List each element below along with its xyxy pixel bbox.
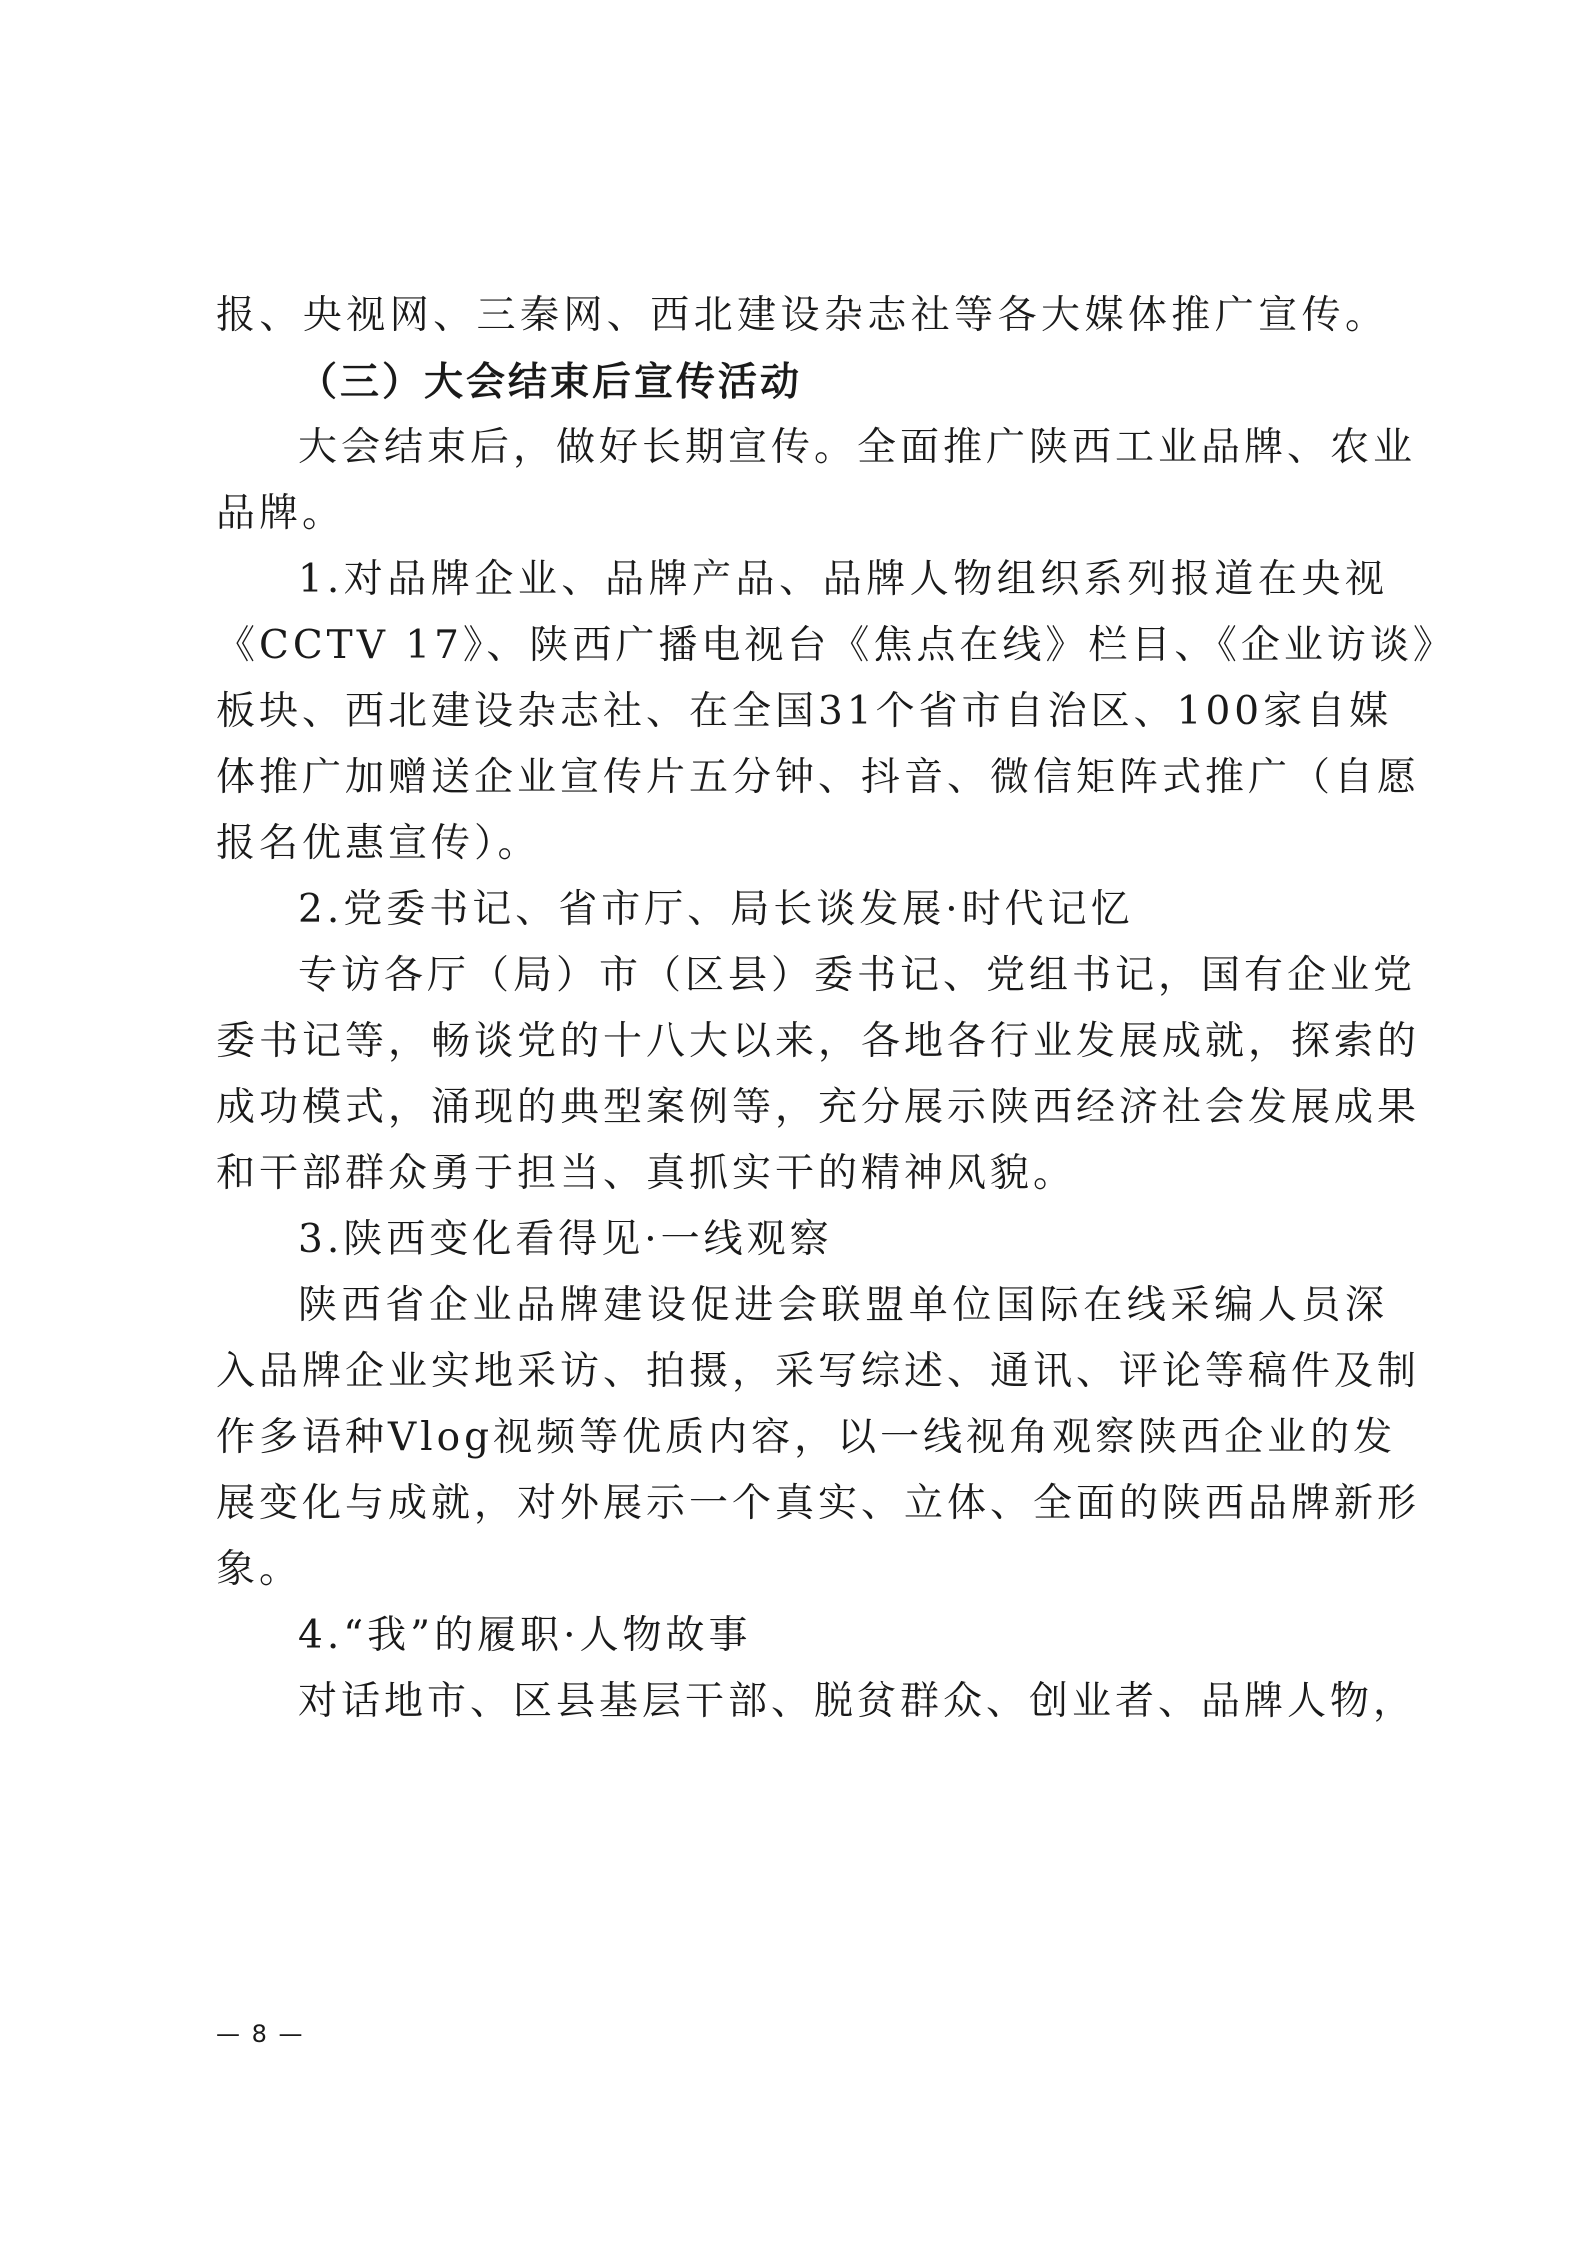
paragraph-line: 象。 <box>216 1547 303 1592</box>
item-heading: 2.党委书记、省市厅、局长谈发展·时代记忆 <box>298 887 1134 932</box>
paragraph-line: 专访各厅（局）市（区县）委书记、党组书记，国有企业党 <box>298 953 1417 998</box>
paragraph-line: 委书记等，畅谈党的十八大以来，各地各行业发展成就，探索的 <box>216 1019 1421 1064</box>
paragraph-line: 陕西省企业品牌建设促进会联盟单位国际在线采编人员深 <box>298 1283 1388 1328</box>
item-heading: 3.陕西变化看得见·一线观察 <box>298 1217 833 1262</box>
page-number: — 8 — <box>216 2020 305 2048</box>
paragraph-line: 对话地市、区县基层干部、脱贫群众、创业者、品牌人物， <box>298 1679 1417 1724</box>
section-heading: （三）大会结束后宣传活动 <box>298 359 803 405</box>
paragraph-line: 品牌。 <box>216 491 346 536</box>
paragraph-line: 报名优惠宣传）。 <box>216 821 541 866</box>
paragraph-line: 和干部群众勇于担当、真抓实干的精神风貌。 <box>216 1151 1077 1196</box>
paragraph-line: 《CCTV 17》、陕西广播电视台《焦点在线》栏目、《企业访谈》 <box>216 623 1456 668</box>
paragraph-line: 作多语种Vlog视频等优质内容，以一线视角观察陕西企业的发 <box>216 1415 1397 1460</box>
paragraph-line: 报、央视网、三秦网、西北建设杂志社等各大媒体推广宣传。 <box>216 293 1388 338</box>
item-heading: 1.对品牌企业、品牌产品、品牌人物组织系列报道在央视 <box>298 557 1388 602</box>
body-text <box>216 283 1456 1735</box>
paragraph-line: 入品牌企业实地采访、拍摄，采写综述、通讯、评论等稿件及制 <box>216 1349 1421 1394</box>
paragraph-line: 大会结束后，做好长期宣传。全面推广陕西工业品牌、农业 <box>298 425 1417 470</box>
paragraph-line: 板块、西北建设杂志社、在全国31个省市自治区、100家自媒 <box>216 689 1393 734</box>
paragraph-line: 成功模式，涌现的典型案例等，充分展示陕西经济社会发展成果 <box>216 1085 1421 1130</box>
item-heading: 4.“我”的履职·人物故事 <box>298 1613 752 1658</box>
paragraph-line: 展变化与成就，对外展示一个真实、立体、全面的陕西品牌新形 <box>216 1481 1421 1526</box>
paragraph-line: 体推广加赠送企业宣传片五分钟、抖音、微信矩阵式推广（自愿 <box>216 755 1421 800</box>
